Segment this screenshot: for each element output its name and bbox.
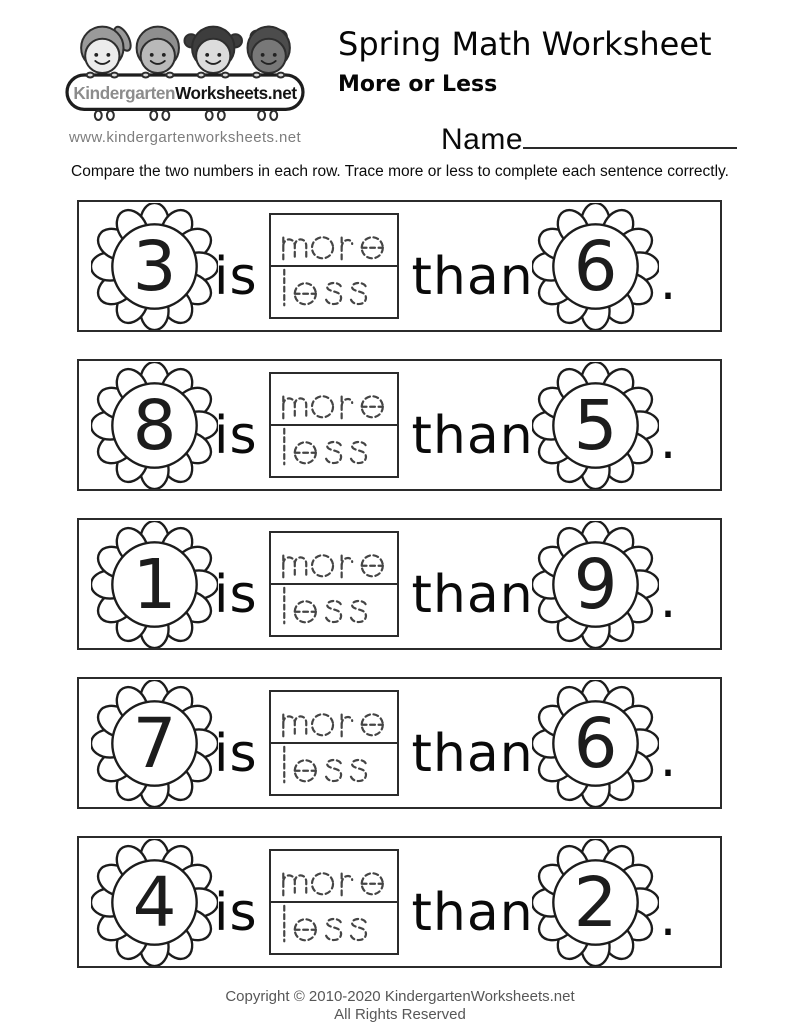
right-number: 9: [573, 544, 618, 625]
than-label: than: [411, 565, 534, 625]
logo-text-worksheets: Worksheets.net: [175, 83, 297, 104]
right-flower-icon: [532, 680, 659, 807]
trace-word-more: [276, 857, 392, 901]
trace-less-cell[interactable]: [271, 424, 397, 476]
name-label: Name: [441, 123, 524, 156]
period-label: .: [659, 570, 677, 630]
trace-less-cell[interactable]: [271, 583, 397, 635]
period-label: .: [659, 729, 677, 789]
is-label: is: [214, 565, 258, 625]
right-flower-icon: [532, 521, 659, 648]
trace-box: [269, 690, 399, 796]
right-flower-icon: [532, 362, 659, 489]
right-number: 5: [573, 385, 618, 466]
trace-more-cell[interactable]: [271, 215, 397, 265]
worksheet-row-2: [77, 359, 722, 491]
trace-word-less: [276, 744, 392, 788]
than-label: than: [411, 406, 534, 466]
trace-box: [269, 531, 399, 637]
right-number: 2: [573, 862, 618, 943]
right-number: 6: [573, 703, 618, 784]
is-label: is: [214, 247, 258, 307]
trace-word-more: [276, 539, 392, 583]
is-label: is: [214, 883, 258, 943]
is-label: is: [214, 406, 258, 466]
than-label: than: [411, 247, 534, 307]
name-input-line[interactable]: [523, 114, 737, 149]
worksheet-row-4: [77, 677, 722, 809]
worksheet-row-1: [77, 200, 722, 332]
period-label: .: [659, 411, 677, 471]
trace-word-more: [276, 380, 392, 424]
worksheet-row-3: [77, 518, 722, 650]
left-flower-icon: [91, 362, 218, 489]
trace-less-cell[interactable]: [271, 901, 397, 953]
left-number: 4: [132, 862, 177, 943]
left-flower-icon: [91, 680, 218, 807]
copyright-line: Copyright © 2010-2020 KindergartenWorksheets.net: [225, 988, 575, 1005]
trace-more-cell[interactable]: [271, 533, 397, 583]
trace-more-cell[interactable]: [271, 851, 397, 901]
worksheet-rows: [77, 200, 722, 995]
trace-word-more: [276, 698, 392, 742]
than-label: than: [411, 883, 534, 943]
trace-word-less: [276, 585, 392, 629]
instructions-text: Compare the two numbers in each row. Trace more or less to complete each sentence correctly.: [71, 163, 729, 180]
site-logo: [64, 14, 306, 146]
worksheet-row-5: [77, 836, 722, 968]
left-number: 1: [132, 544, 177, 625]
left-flower-icon: [91, 521, 218, 648]
trace-box: [269, 849, 399, 955]
period-label: .: [659, 252, 677, 312]
trace-word-less: [276, 267, 392, 311]
trace-more-cell[interactable]: [271, 692, 397, 742]
right-flower-icon: [532, 839, 659, 966]
trace-more-cell[interactable]: [271, 374, 397, 424]
copyright-footer: [0, 988, 800, 1023]
rights-line: All Rights Reserved: [334, 1005, 466, 1023]
page-title: Spring Math Worksheet: [338, 25, 712, 63]
right-number: 6: [573, 226, 618, 307]
period-label: .: [659, 888, 677, 948]
trace-word-less: [276, 426, 392, 470]
website-url: www.kindergartenworksheets.net: [68, 129, 302, 146]
left-flower-icon: [91, 203, 218, 330]
trace-word-more: [276, 221, 392, 265]
kids-logo-icon: [64, 14, 306, 126]
than-label: than: [411, 724, 534, 784]
is-label: is: [214, 724, 258, 784]
left-flower-icon: [91, 839, 218, 966]
left-number: 3: [132, 226, 177, 307]
left-number: 8: [132, 385, 177, 466]
trace-word-less: [276, 903, 392, 947]
right-flower-icon: [532, 203, 659, 330]
trace-box: [269, 372, 399, 478]
trace-box: [269, 213, 399, 319]
logo-wordmark: [73, 83, 297, 103]
page-subtitle: More or Less: [338, 71, 498, 97]
left-number: 7: [132, 703, 177, 784]
trace-less-cell[interactable]: [271, 265, 397, 317]
logo-text-kindergarten: Kindergarten: [73, 83, 176, 104]
trace-less-cell[interactable]: [271, 742, 397, 794]
